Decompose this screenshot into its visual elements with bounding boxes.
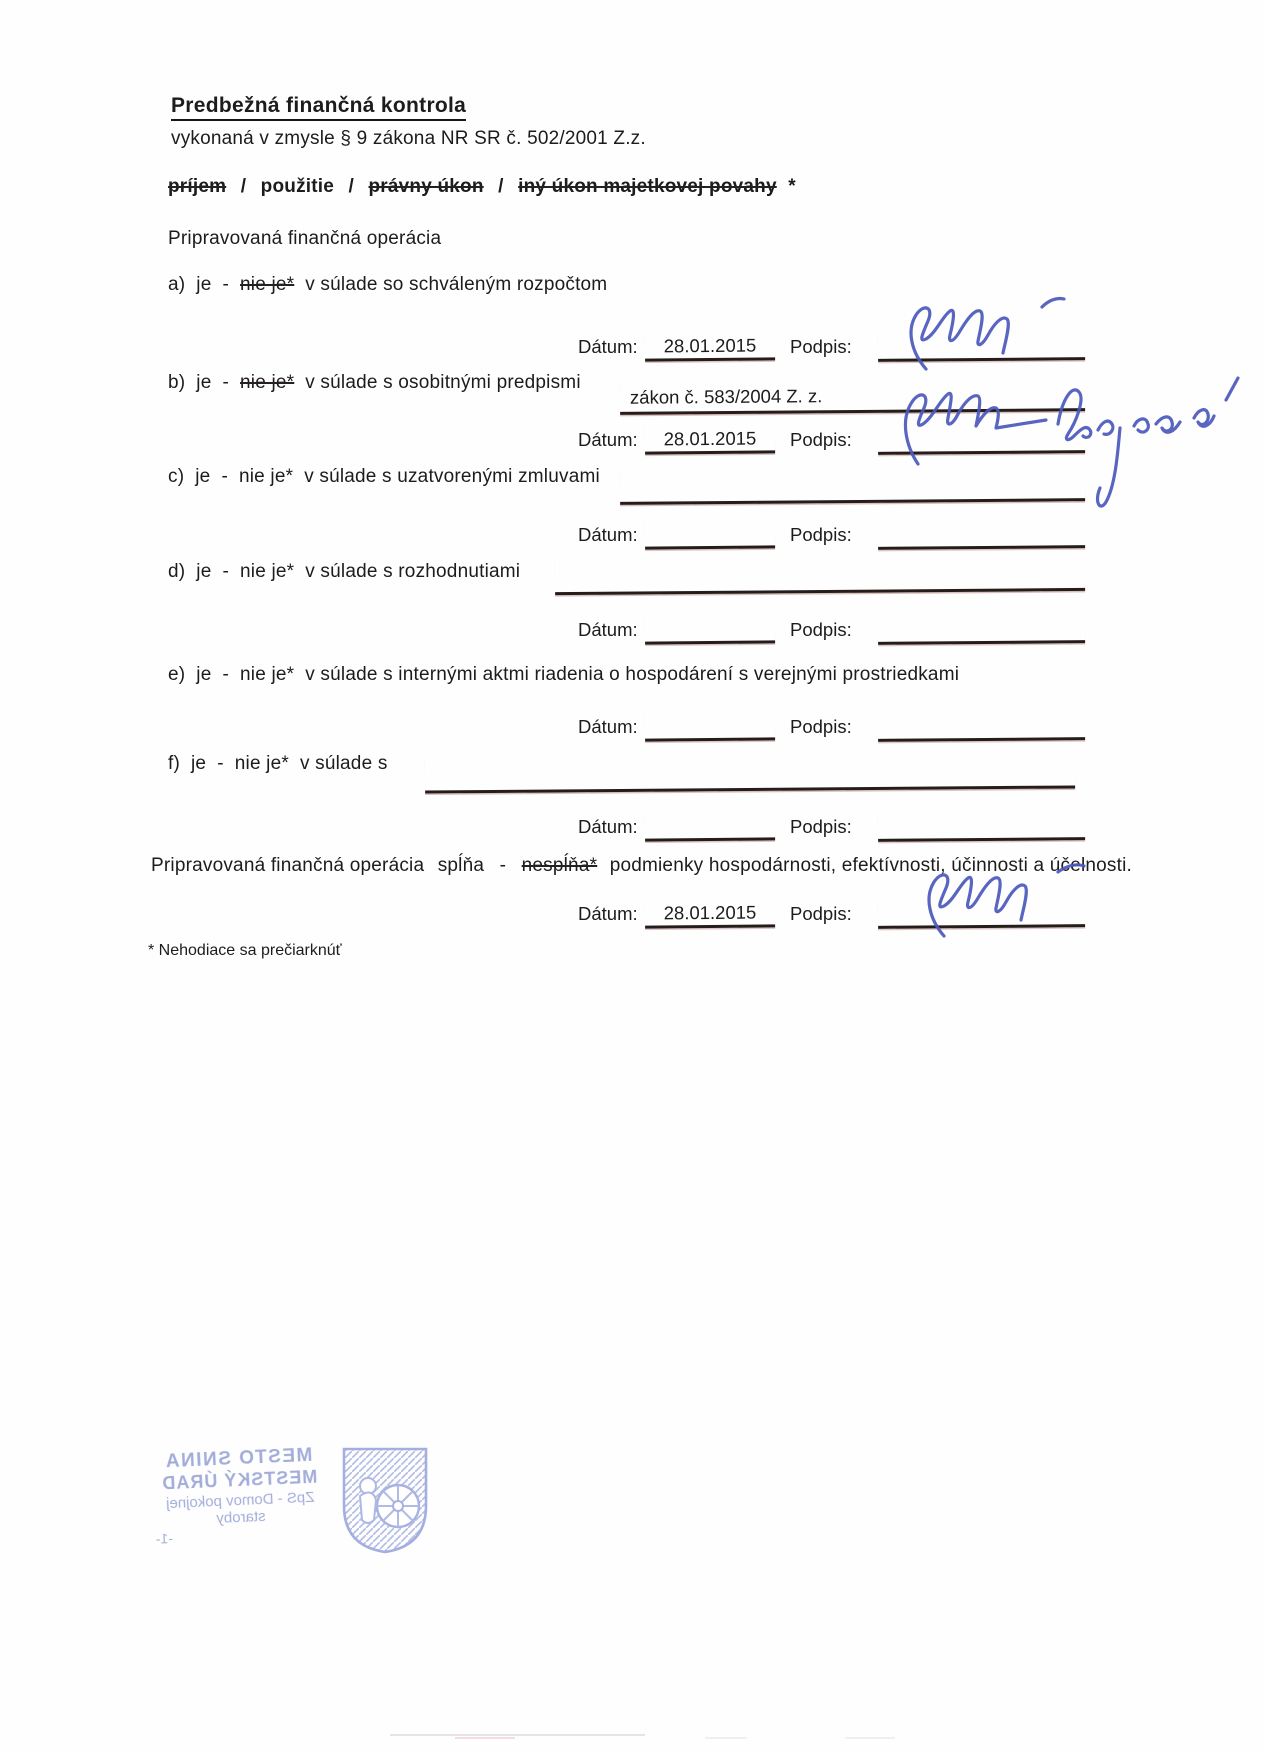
signature-line: [878, 713, 1085, 742]
stamp-line: MESTO SNINA: [163, 1444, 313, 1473]
footnote: * Nehodiace sa prečiarknúť: [148, 942, 342, 959]
nie-je-option: nie je*: [240, 664, 295, 685]
stamp-line: ZpS - Domov pokojnej: [165, 1488, 315, 1512]
item-f-fill-line: [425, 755, 1075, 793]
stamp-line: MESTSKÝ ÚRAD: [160, 1467, 318, 1494]
nie-je-option: nie je*: [240, 561, 295, 582]
date-label: Dátum:: [578, 903, 638, 924]
signature-label: Podpis:: [790, 903, 852, 924]
date-value-line: [645, 713, 775, 741]
asterisk-mark: *: [788, 176, 796, 197]
date-value-line: [645, 333, 775, 361]
coat-of-arms-icon: [338, 1444, 432, 1558]
separator-slash: /: [498, 176, 504, 197]
separator-slash: /: [348, 176, 355, 197]
item-text: v súlade s: [299, 753, 388, 774]
item-text: v súlade s osobitnými predpismi: [305, 372, 581, 393]
item-text: v súlade s internými aktmi riadenia o hospodárení s verejnými prostriedkami: [305, 664, 960, 685]
compliance-statement: Pripravovaná finančná operácia spĺňa - nespĺňa* podmienky hospodárnosti, efektívnosti, účinnosti a účelnosti.: [151, 855, 1133, 876]
signature-label: Podpis:: [790, 716, 852, 737]
item-a: a) je - nie je* v súlade so schváleným rozpočtom: [168, 274, 608, 295]
operation-type-prijem: príjem: [168, 176, 227, 197]
signature-label: Podpis:: [790, 816, 852, 837]
date-label: Dátum:: [578, 816, 638, 837]
stamp-page-number: -1-: [155, 1529, 174, 1547]
date-value-line: [645, 616, 775, 644]
date-label: Dátum:: [578, 619, 638, 640]
item-b-fill-text: zákon č. 583/2004 Z. z.: [629, 385, 823, 408]
item-letter: e): [168, 664, 186, 685]
operation-type-pravny-ukon: právny úkon: [368, 176, 484, 197]
item-letter: d): [168, 561, 186, 582]
signature-line: [878, 616, 1085, 645]
signature-label: Podpis:: [790, 336, 852, 357]
item-d: d) je - nie je* v súlade s rozhodnutiami: [168, 561, 521, 582]
date-value-line: [645, 426, 775, 454]
form-title: Predbežná finančná kontrola: [171, 94, 466, 118]
date-label: Dátum:: [578, 429, 638, 450]
date-value-line: [645, 900, 775, 928]
scan-artifact-line: [455, 1737, 515, 1739]
handwritten-signature: [908, 858, 1098, 938]
date-value-line: [645, 813, 775, 841]
signature-label: Podpis:: [790, 429, 852, 450]
date-value: 28.01.2015: [663, 334, 757, 357]
handwritten-signature: [890, 291, 1080, 371]
splna-option: spĺňa: [437, 855, 485, 876]
item-letter: b): [168, 372, 186, 393]
operation-type-iny-ukon: iný úkon majetkovej povahy: [518, 176, 777, 197]
signature-line: [878, 521, 1085, 550]
nesplna-option: nespĺňa*: [521, 855, 598, 876]
item-text: v súlade so schváleným rozpočtom: [305, 274, 608, 295]
signature-label: Podpis:: [790, 619, 852, 640]
scan-artifact-line: [845, 1737, 895, 1739]
nie-je-option: nie je*: [238, 466, 294, 487]
operation-type-pouzitie: použitie: [260, 176, 335, 197]
item-letter: f): [168, 753, 181, 774]
scan-artifact-line: [705, 1737, 747, 1739]
form-subtitle: vykonaná v zmysle § 9 zákona NR SR č. 502/2001 Z.z.: [171, 128, 646, 149]
nie-je-option: nie je*: [240, 372, 295, 393]
item-e: e) je - nie je* v súlade s internými aktmi riadenia o hospodárení s verejnými prostriedkami: [168, 664, 960, 685]
item-f: f) je - nie je* v súlade s: [168, 753, 388, 774]
date-value: 28.01.2015: [663, 427, 757, 450]
separator-slash: /: [240, 176, 247, 197]
item-text: v súlade s uzatvorenými zmluvami: [304, 466, 600, 487]
section-heading: Pripravovaná finančná operácia: [168, 228, 442, 249]
date-label: Dátum:: [578, 716, 638, 737]
date-label: Dátum:: [578, 524, 638, 545]
operation-type-line: [168, 176, 796, 198]
stamp-line: staroby: [216, 1508, 266, 1528]
nie-je-option: nie je*: [234, 753, 289, 774]
date-label: Dátum:: [578, 336, 638, 357]
scan-artifact-line: [390, 1734, 645, 1736]
signature-label: Podpis:: [790, 524, 852, 545]
signature-line: [878, 813, 1085, 842]
item-b: b) je - nie je* v súlade s osobitnými predpismi: [168, 372, 581, 393]
item-letter: c): [168, 466, 185, 487]
item-letter: a): [168, 274, 186, 295]
item-c-fill-line: [620, 468, 1085, 505]
item-text: v súlade s rozhodnutiami: [305, 561, 521, 582]
date-value: 28.01.2015: [663, 901, 757, 924]
nie-je-option: nie je*: [240, 274, 295, 295]
item-c: c) je - nie je* v súlade s uzatvorenými zmluvami: [168, 466, 600, 487]
stamp-text: [138, 1444, 342, 1548]
item-d-fill-line: [555, 558, 1085, 595]
date-value-line: [645, 521, 775, 549]
